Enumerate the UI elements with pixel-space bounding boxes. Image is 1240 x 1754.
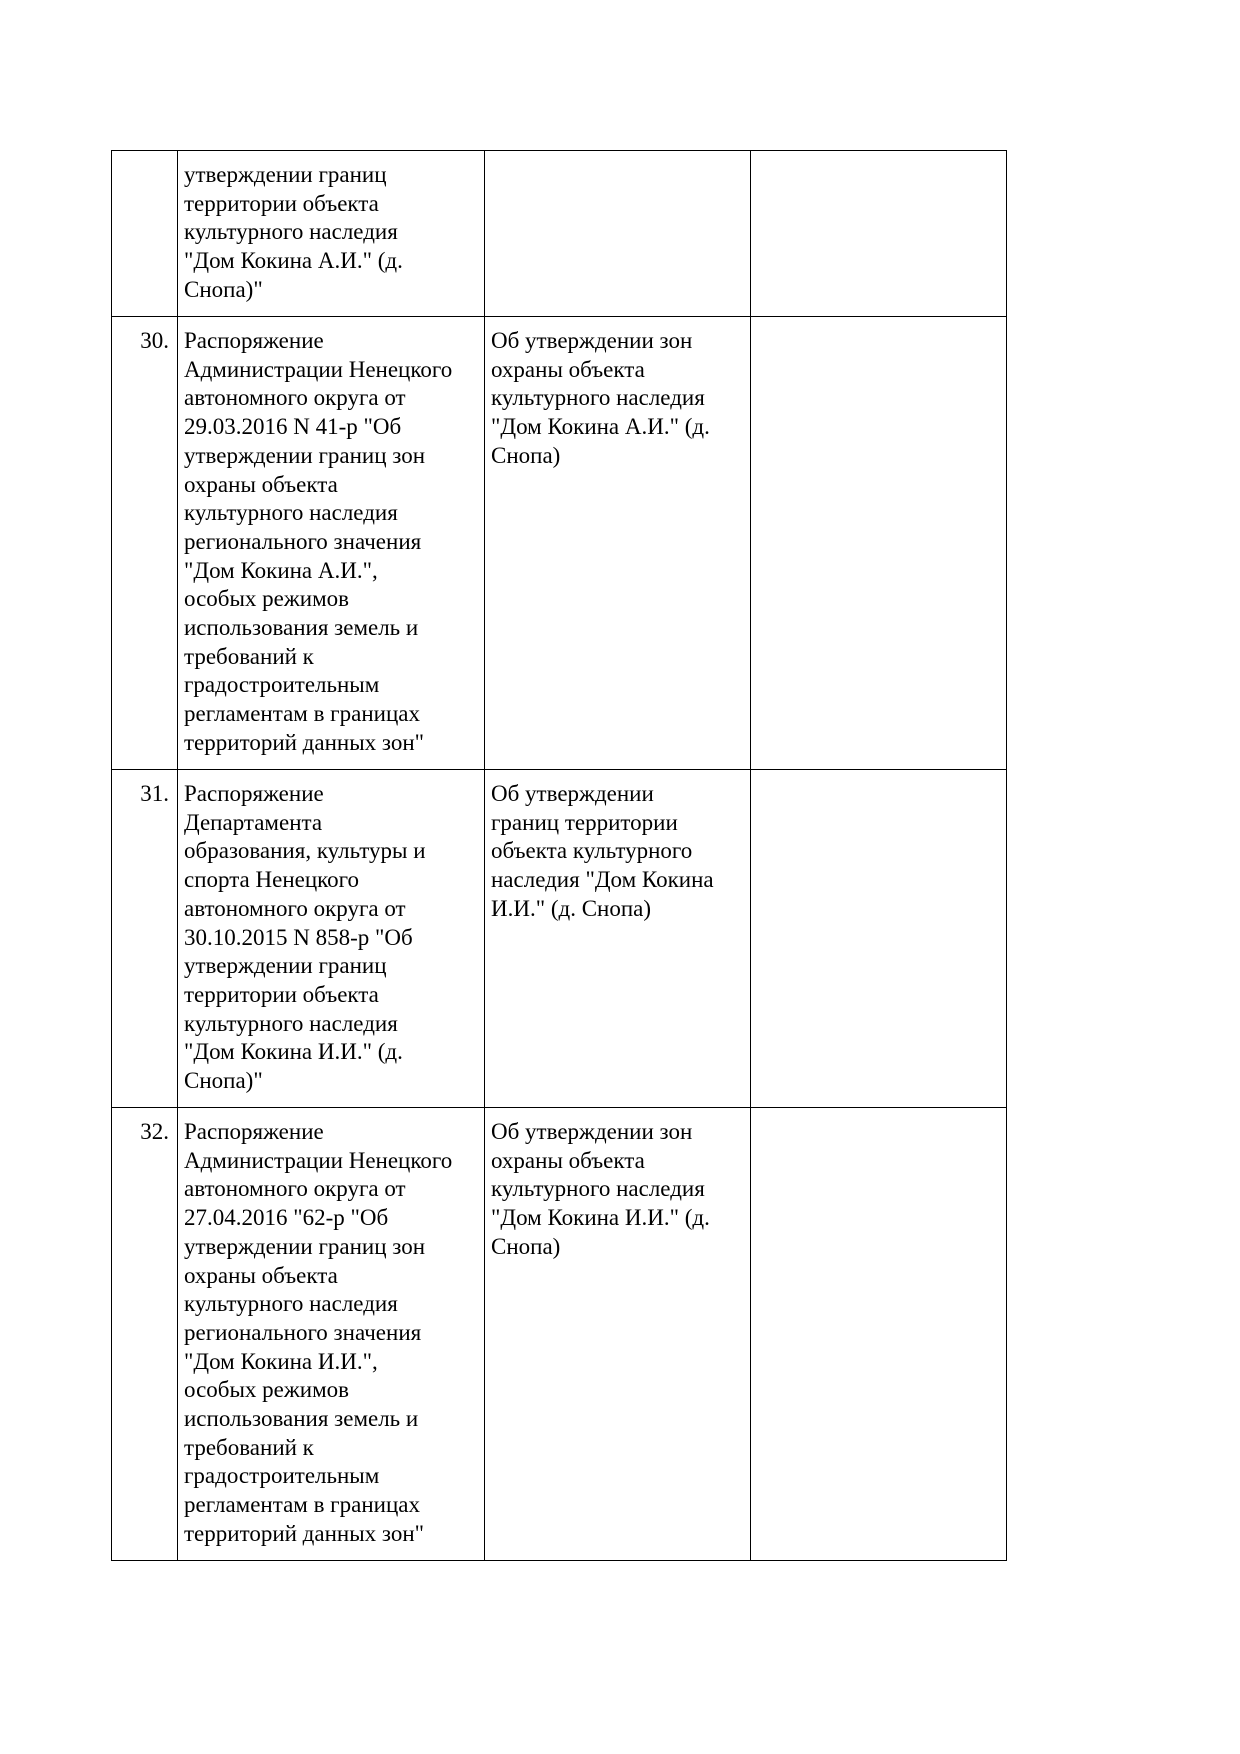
document-cell [178,317,485,770]
document-line: утверждении границ [184,162,387,187]
note-cell [751,317,1007,770]
subject-line: "Дом Кокина А.И." (д. [491,414,710,440]
subject-line: объекта культурного [491,838,693,864]
document-line: Администрации Ненецкого [184,1147,453,1173]
subject-line: культурного наследия [491,1176,705,1202]
document-line: требований к [184,1434,314,1460]
document-line: "Дом Кокина И.И.", [184,1348,378,1374]
subject-line: охраны объекта [491,1147,645,1173]
document-line: регламентам в границах [184,701,420,727]
document-line: территории объекта [184,190,379,216]
document-line: градостроительным [184,1463,380,1489]
subject-line: Снопа) [491,442,561,468]
document-line: территорий данных зон" [184,729,425,755]
document-line: "Дом Кокина А.И.", [184,557,378,583]
subject-line: охраны объекта [491,356,645,382]
document-line: Департамента [184,809,323,835]
row-number: 32. [112,1108,178,1561]
document-line: автономного округа от [184,1176,406,1202]
document-line: использования земель и [184,615,419,641]
document-line: культурного наследия [184,1010,398,1036]
document-line: регионального значения [184,1319,422,1345]
table-row [112,1108,1007,1561]
subject-line: Об утверждении зон [491,1119,693,1144]
document-line: регионального значения [184,528,422,554]
subject-line: И.И." (д. Снопа) [491,895,652,921]
subject-cell [485,151,751,317]
subject-cell [485,1108,751,1561]
subject-line: "Дом Кокина И.И." (д. [491,1205,710,1231]
document-line: Распоряжение [184,328,324,353]
table-row [112,151,1007,317]
document-line: утверждении границ [184,953,387,979]
document-line: Снопа)" [184,1068,263,1094]
note-cell [751,770,1007,1108]
document-line: "Дом Кокина А.И." (д. [184,248,403,274]
row-number: 31. [112,770,178,1108]
document-line: 29.03.2016 N 41-р "Об [184,414,402,440]
document-line: 27.04.2016 "62-р "Об [184,1205,389,1231]
document-line: требований к [184,643,314,669]
document-line: территории объекта [184,981,379,1007]
document-line: территорий данных зон" [184,1520,425,1546]
document-line: спорта Ненецкого [184,867,360,893]
subject-line: Снопа) [491,1233,561,1259]
note-cell [751,151,1007,317]
subject-cell [485,317,751,770]
document-line: 30.10.2015 N 858-р "Об [184,924,413,950]
document-line: автономного округа от [184,385,406,411]
table-row [112,317,1007,770]
document-line: градостроительным [184,672,380,698]
row-number: 30. [112,317,178,770]
document-line: культурного наследия [184,1291,398,1317]
document-line: культурного наследия [184,500,398,526]
subject-line: границ территории [491,809,678,835]
subject-line: Об утверждении зон [491,328,693,353]
document-line: утверждении границ зон [184,442,426,468]
document-line: Распоряжение [184,781,324,806]
row-number [112,151,178,317]
document-line: культурного наследия [184,219,398,245]
document-line: утверждении границ зон [184,1233,426,1259]
subject-line: наследия "Дом Кокина [491,867,714,893]
subject-line: Об утверждении [491,781,654,806]
document-line: охраны объекта [184,1262,338,1288]
document-line: образования, культуры и [184,838,426,864]
note-cell [751,1108,1007,1561]
document-line: особых режимов [184,586,350,612]
subject-cell [485,770,751,1108]
table-row [112,770,1007,1108]
document-line: охраны объекта [184,471,338,497]
document-cell [178,151,485,317]
document-cell [178,1108,485,1561]
document-line: автономного округа от [184,895,406,921]
document-line: использования земель и [184,1406,419,1432]
document-line: Распоряжение [184,1119,324,1144]
document-line: регламентам в границах [184,1492,420,1518]
document-line: особых режимов [184,1377,350,1403]
document-line: Снопа)" [184,276,263,302]
document-cell [178,770,485,1108]
document-table [111,150,1007,1561]
document-line: Администрации Ненецкого [184,356,453,382]
subject-line: культурного наследия [491,385,705,411]
document-line: "Дом Кокина И.И." (д. [184,1039,403,1065]
